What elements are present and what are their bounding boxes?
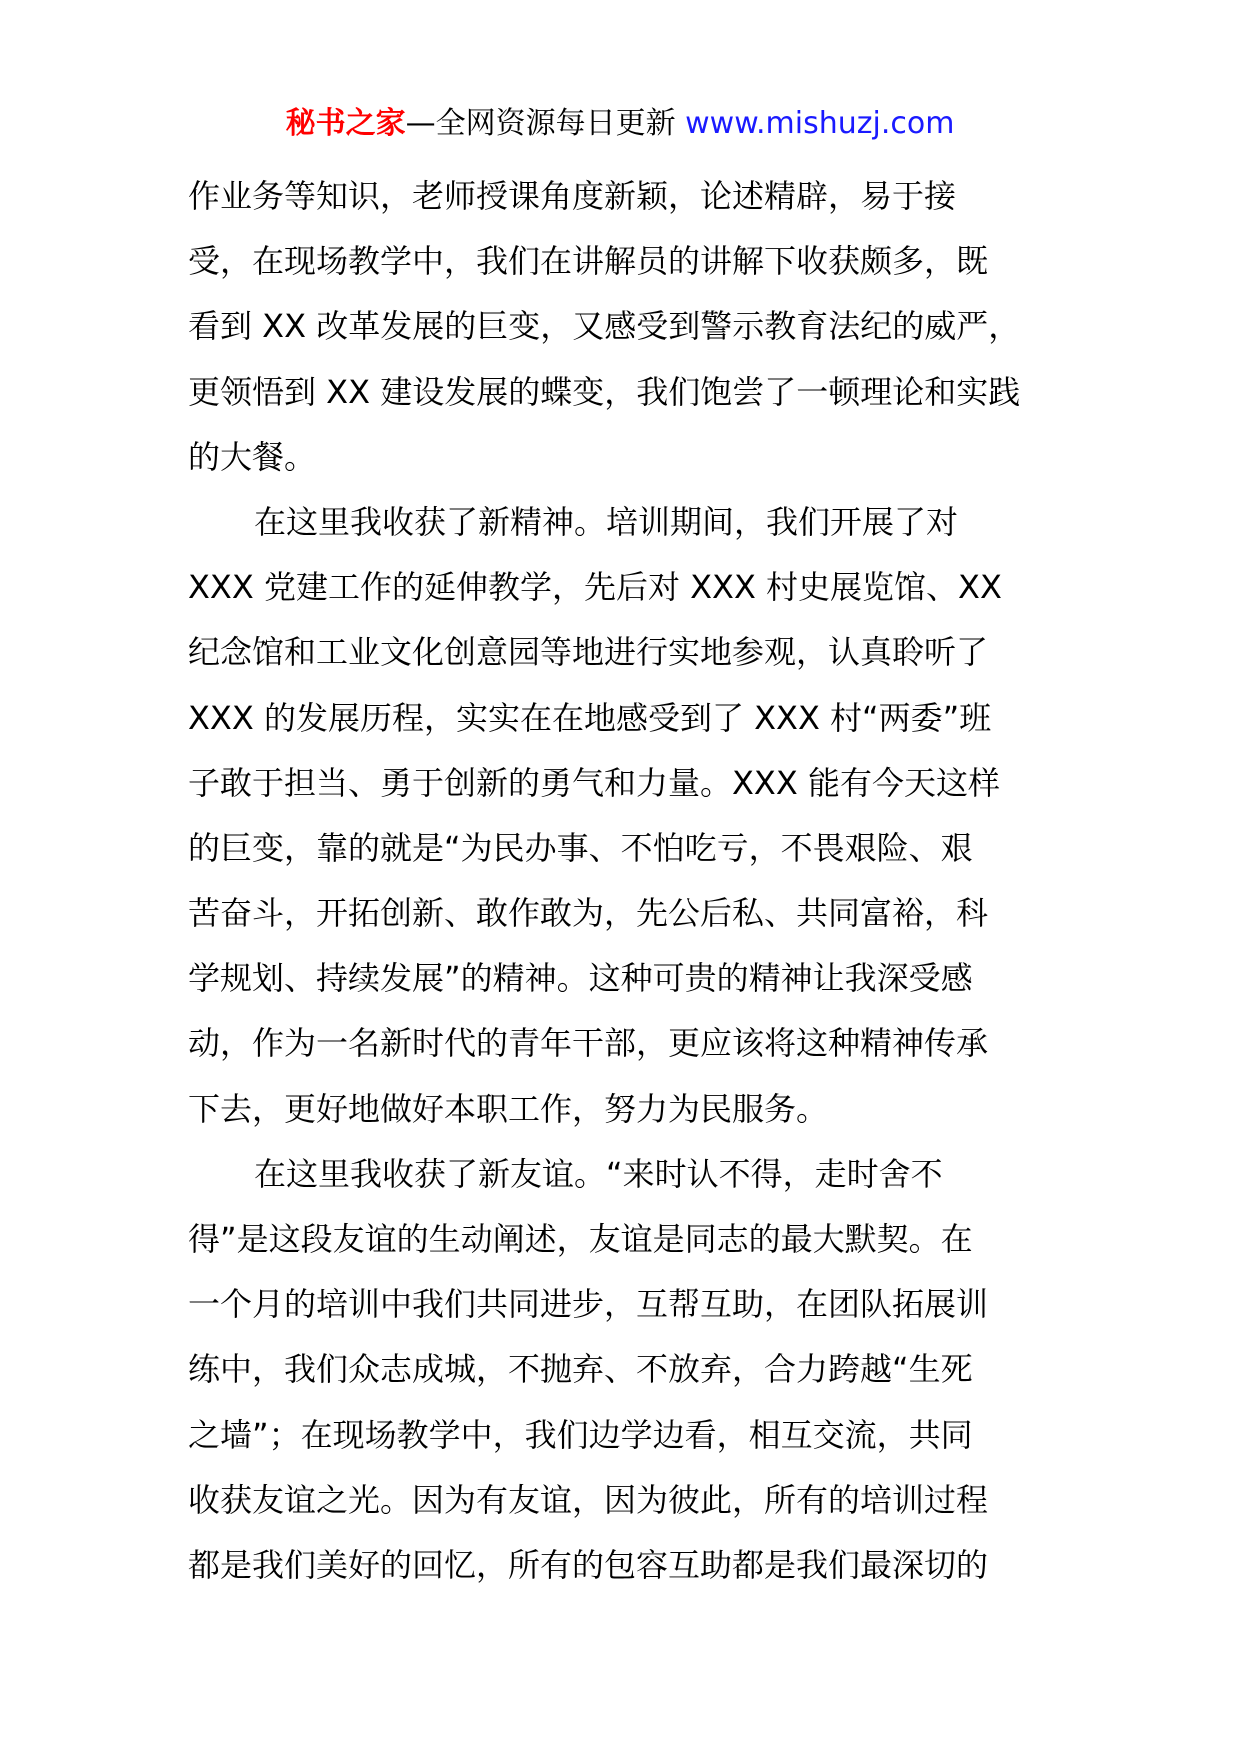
text-line: 一个月的培训中我们共同进步，互帮互助，在团队拓展训 — [188, 1285, 989, 1324]
text-line: 之墙”；在现场教学中，我们边学边看，相互交流，共同 — [188, 1415, 973, 1454]
text-line: 看到 XX 改革发展的巨变，又感受到警示教育法纪的威严， — [188, 307, 1021, 346]
text-line: 得”是这段友谊的生动阐述，友谊是同志的最大默契。在 — [188, 1220, 973, 1258]
text-line: 收获友谊之光。因为有友谊，因为彼此，所有的培训过程 — [188, 1480, 989, 1519]
text-line: 受，在现场教学中，我们在讲解员的讲解下收获颇多，既 — [188, 242, 989, 281]
text-line: 的大餐。 — [188, 437, 317, 476]
text-line: 子敢于担当、勇于创新的勇气和力量。XXX 能有今天这样 — [188, 763, 1000, 802]
text-line: 更领悟到 XX 建设发展的蝶变，我们饱尝了一顿理论和实践 — [188, 372, 1021, 411]
text-line: 下去，更好地做好本职工作，努力为民服务。 — [188, 1089, 829, 1128]
paragraph-start-line: 在这里我收获了新友谊。“来时认不得，走时舍不 — [254, 1154, 943, 1193]
brand-name: 秘书之家 — [285, 106, 406, 141]
text-line: 都是我们美好的回忆，所有的包容互助都是我们最深切的 — [188, 1545, 989, 1584]
text-line: 动，作为一名新时代的青年干部，更应该将这种精神传承 — [188, 1024, 989, 1063]
paragraph-start-line: 在这里我收获了新精神。培训期间，我们开展了对 — [254, 502, 959, 541]
header-tagline: —全网资源每日更新 — [405, 106, 686, 141]
text-line: 苦奋斗，开拓创新、敢作敢为，先公后私、共同富裕，科 — [188, 894, 989, 933]
text-line: XXX 党建工作的延伸教学，先后对 XXX 村史展览馆、XX — [188, 568, 1002, 607]
site-url-link[interactable]: www.mishuzj.com — [685, 106, 955, 141]
text-line: 练中，我们众志成城，不抛弃、不放弃，合力跨越“生死 — [188, 1350, 973, 1389]
text-line: 作业务等知识，老师授课角度新颖，论述精辟，易于接 — [188, 177, 957, 215]
text-line: 的巨变，靠的就是“为民办事、不怕吃亏，不畏艰险、艰 — [188, 828, 973, 867]
page-header — [0, 104, 1240, 144]
text-line: 学规划、持续发展”的精神。这种可贵的精神让我深受感 — [188, 959, 973, 998]
body-text — [188, 164, 1058, 1598]
text-line: XXX 的发展历程，实实在在地感受到了 XXX 村“两委”班 — [188, 698, 992, 737]
text-line: 纪念馆和工业文化创意园等地进行实地参观，认真聆听了 — [188, 633, 989, 672]
